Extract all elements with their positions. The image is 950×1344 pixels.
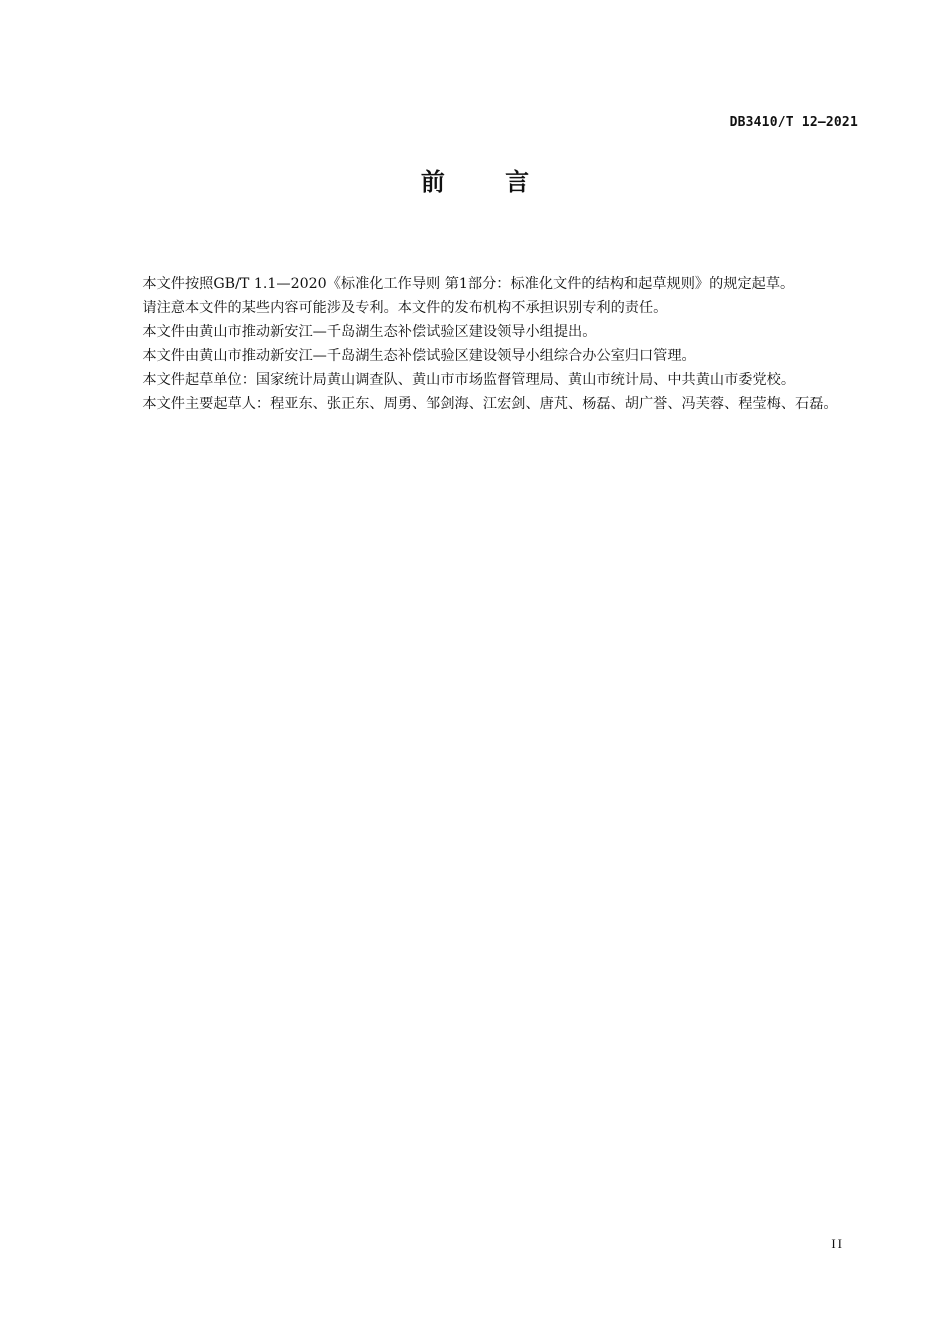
page-number: II [831,1236,844,1251]
page-title: 前 言 [420,168,556,196]
paragraph-patent-notice: 请注意本文件的某些内容可能涉及专利。本文件的发布机构不承担识别专利的责任。 [142,300,668,316]
paragraph-managed-by: 本文件由黄山市推动新安江—千岛湖生态补偿试验区建设领导小组综合办公室归口管理。 [142,348,696,364]
paragraph-drafting-rules: 本文件按照GB/T 1.1—2020《标准化工作导则 第1部分：标准化文件的结构和起草规则》的规定起草。 [142,276,795,292]
paragraph-drafters: 本文件主要起草人：程亚东、张正东、周勇、邹剑海、江宏剑、唐芃、杨磊、胡广誉、冯芙蓉、程莹梅、石磊。 [142,396,838,412]
document-code: DB3410/T 12—2021 [729,115,858,130]
paragraph-proposed-by: 本文件由黄山市推动新安江—千岛湖生态补偿试验区建设领导小组提出。 [142,324,597,340]
foreword-body [114,272,860,416]
paragraph-drafting-units: 本文件起草单位：国家统计局黄山调查队、黄山市市场监督管理局、黄山市统计局、中共黄山市委党校。 [142,372,796,388]
